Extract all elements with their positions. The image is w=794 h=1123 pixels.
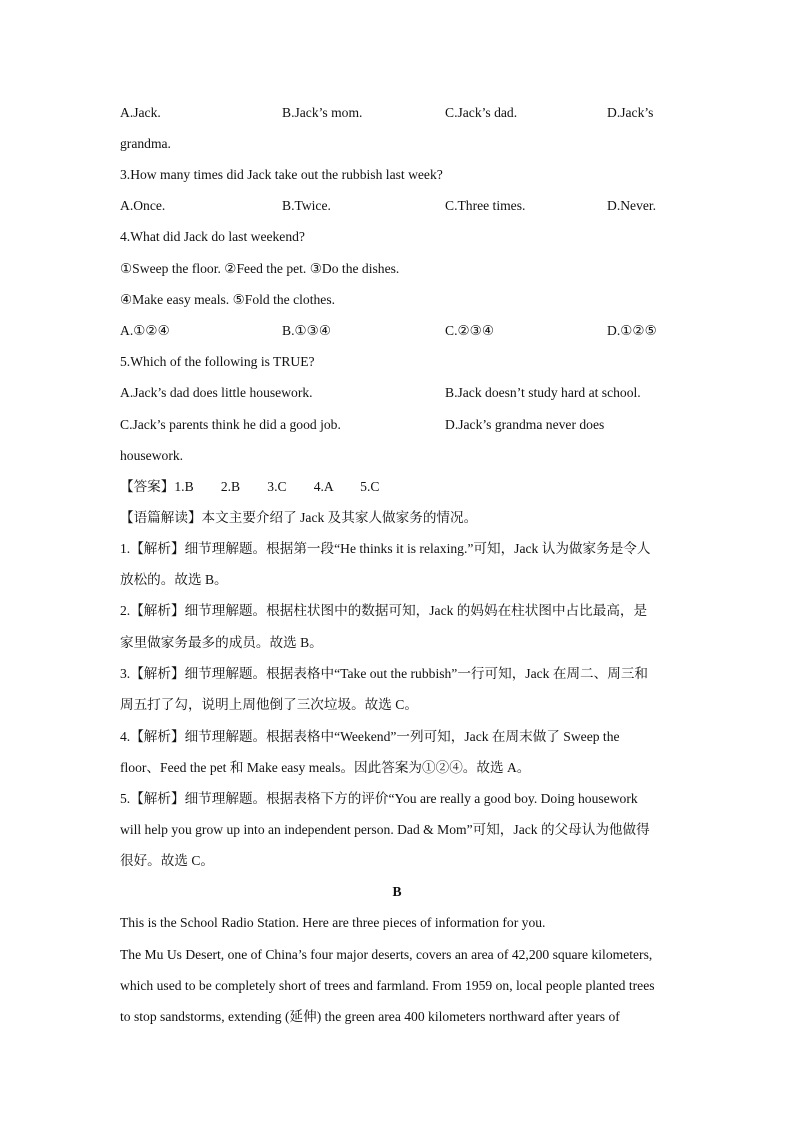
section-b-paragraph-line: This is the School Radio Station. Here are three pieces of information for you.: [120, 915, 546, 930]
q4-option-c: C.②③④: [445, 323, 495, 338]
q2-option-c: C.Jack’s dad.: [445, 105, 518, 120]
explanation-line: 2.【解析】细节理解题。根据柱状图中的数据可知，Jack 的妈妈在柱状图中占比最高，是: [120, 603, 648, 618]
q3-option-a: A.Once.: [120, 198, 166, 213]
q2-option-a: A.Jack.: [120, 105, 161, 120]
passage-summary: 【语篇解读】本文主要介绍了 Jack 及其家人做家务的情况。: [120, 510, 478, 525]
q4-option-d: D.①②⑤: [607, 323, 657, 338]
q5-option-c: C.Jack’s parents think he did a good job.: [120, 417, 341, 432]
q4-option-a: A.①②④: [120, 323, 170, 338]
q3-question: 3.How many times did Jack take out the rubbish last week?: [120, 167, 443, 182]
explanation-line: 家里做家务最多的成员。故选 B。: [120, 635, 323, 650]
q3-option-b: B.Twice.: [282, 198, 331, 213]
q3-option-d: D.Never.: [607, 198, 657, 213]
q5-option-a: A.Jack’s dad does little housework.: [120, 385, 313, 400]
answer-key: 【答案】1.B 2.B 3.C 4.A 5.C: [120, 479, 380, 494]
section-b-heading: B: [392, 884, 402, 899]
q2-option-b: B.Jack’s mom.: [282, 105, 363, 120]
explanation-line: 周五打了勾，说明上周他倒了三次垃圾。故选 C。: [120, 697, 418, 712]
q5-option-b: B.Jack doesn’t study hard at school.: [445, 385, 641, 400]
explanation-line: 4.【解析】细节理解题。根据表格中“Weekend”一列可知，Jack 在周末做了 Sweep the: [120, 729, 620, 744]
q4-question: 4.What did Jack do last weekend?: [120, 229, 305, 244]
explanation-line: will help you grow up into an independent person. Dad & Mom”可知，Jack 的父母认为他做得: [120, 822, 650, 837]
q4-choices-line-2: ④Make easy meals. ⑤Fold the clothes.: [120, 292, 336, 307]
q5-option-d-wrap: housework.: [120, 448, 184, 463]
q5-option-d: D.Jack’s grandma never does: [445, 417, 605, 432]
q4-option-b: B.①③④: [282, 323, 332, 338]
q2-option-d: D.Jack’s: [607, 105, 654, 120]
section-b-paragraph-line: The Mu Us Desert, one of China’s four major deserts, covers an area of 42,200 square kilometers,: [120, 947, 653, 962]
explanation-line: 放松的。故选 B。: [120, 572, 228, 587]
q4-choices-line-1: ①Sweep the floor. ②Feed the pet. ③Do the dishes.: [120, 261, 400, 276]
section-b-paragraph-line: which used to be completely short of trees and farmland. From 1959 on, local people planted trees: [120, 978, 655, 993]
explanation-line: 5.【解析】细节理解题。根据表格下方的评价“You are really a good boy. Doing housework: [120, 791, 638, 806]
section-b-paragraph-line: to stop sandstorms, extending (延伸) the green area 400 kilometers northward after years of: [120, 1009, 620, 1024]
q3-option-c: C.Three times.: [445, 198, 526, 213]
q5-question: 5.Which of the following is TRUE?: [120, 354, 315, 369]
explanation-line: floor、Feed the pet 和 Make easy meals。因此答案为①②④。故选 A。: [120, 760, 531, 775]
explanation-line: 3.【解析】细节理解题。根据表格中“Take out the rubbish”一行可知，Jack 在周二、周三和: [120, 666, 649, 681]
explanation-line: 很好。故选 C。: [120, 853, 215, 868]
explanation-line: 1.【解析】细节理解题。根据第一段“He thinks it is relaxing.”可知，Jack 认为做家务是令人: [120, 541, 651, 556]
q2-option-d-wrap: grandma.: [120, 136, 171, 151]
